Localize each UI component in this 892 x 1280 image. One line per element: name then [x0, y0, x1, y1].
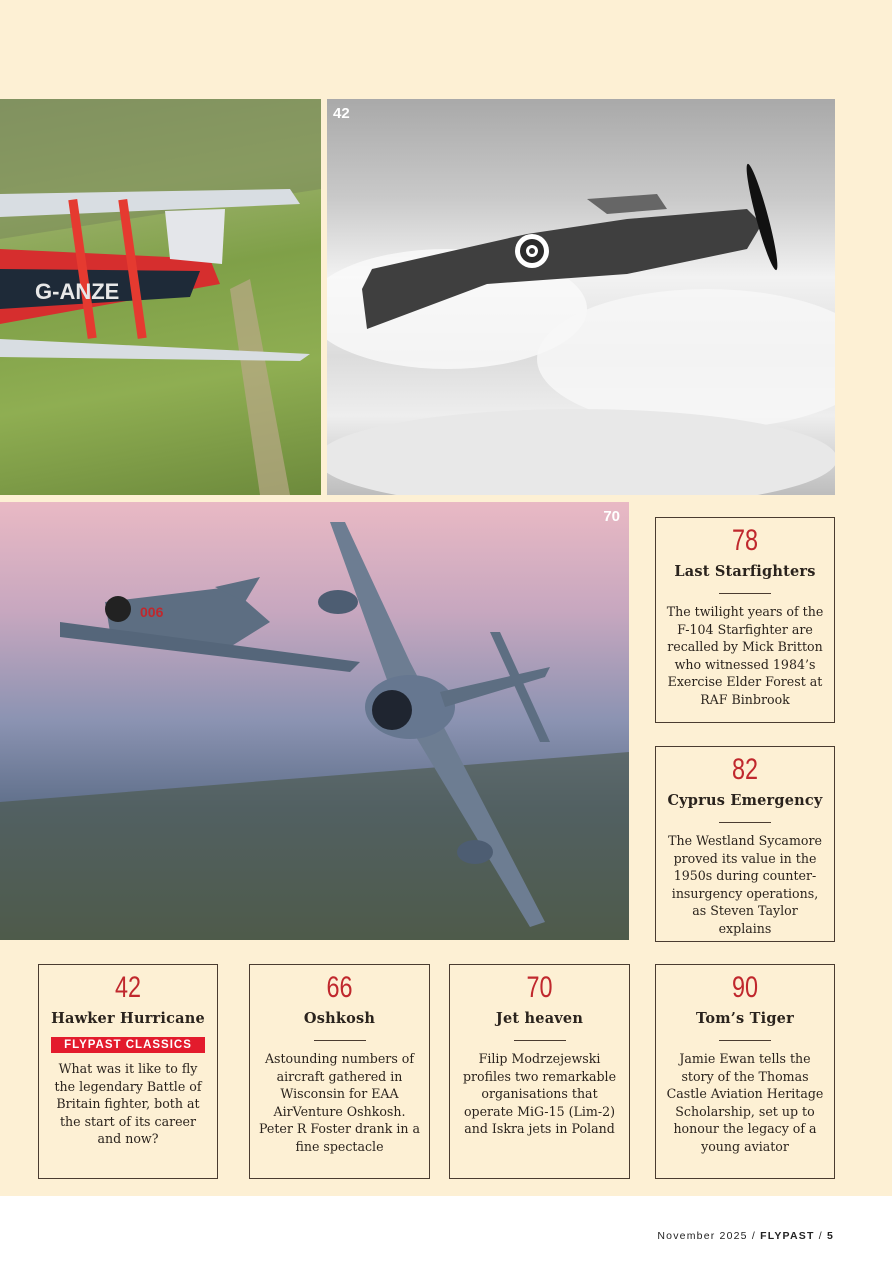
feature-title: Tom’s Tiger: [696, 1010, 794, 1027]
feature-title: Oshkosh: [303, 1010, 376, 1027]
feature-title: Jet heaven: [495, 1010, 584, 1027]
aircraft-code: 006: [140, 604, 164, 620]
feature-box-oshkosh[interactable]: [249, 964, 430, 1179]
photo-tiger-moth-biplane: [0, 99, 321, 495]
feature-description: What was it like to fly the legendary Battle of Britain fighter, both at the start of its career and now?: [54, 1061, 202, 1146]
feature-description: Jamie Ewan tells the story of the Thomas Castle Aviation Heritage Scholarship, set up to honour the legacy of a young aviator: [666, 1051, 824, 1154]
registration-mark: G-ANZE: [35, 279, 120, 304]
photo-page-number: 70: [603, 508, 620, 525]
feature-page-number: 42: [114, 971, 142, 1004]
feature-box-jet-heaven[interactable]: [449, 964, 630, 1179]
feature-title: Cyprus Emergency: [667, 792, 823, 809]
photo-page-number: 42: [333, 105, 350, 122]
feature-box-cyprus-emergency[interactable]: [655, 746, 835, 942]
feature-title: Hawker Hurricane: [51, 1010, 205, 1027]
magazine-name: FLYPAST: [760, 1230, 815, 1242]
photo-hurricane-above-clouds: [327, 99, 835, 495]
feature-title: Last Starfighters: [674, 563, 816, 580]
feature-page-number: 78: [731, 524, 759, 557]
biplane-illustration: [0, 99, 321, 495]
divider: [719, 822, 771, 823]
feature-box-toms-tiger[interactable]: [655, 964, 835, 1179]
page-footer: [657, 1230, 834, 1242]
separator: /: [751, 1230, 756, 1242]
feature-description: Filip Modrzejewski profiles two remarkable organisations that operate MiG-15 (Lim-2) and Iskra jets in Poland: [462, 1051, 617, 1136]
hurricane-illustration: [327, 99, 835, 495]
feature-page-number: 90: [731, 971, 759, 1004]
feature-page-number: 66: [326, 971, 353, 1004]
divider: [314, 1040, 366, 1041]
divider: [719, 1040, 771, 1041]
feature-page-number: 82: [731, 753, 759, 786]
feature-page-number: 70: [526, 971, 553, 1004]
feature-description: The twilight years of the F-104 Starfighter are recalled by Mick Britton who witnessed 1984’s Exercise Elder Forest at RAF Binbrook: [666, 604, 824, 707]
flypast-classics-badge: FLYPAST CLASSICS: [51, 1037, 205, 1053]
feature-description: The Westland Sycamore proved its value in the 1950s during counter-insurgency operations, as Steven Taylor explains: [668, 833, 822, 936]
divider: [719, 593, 771, 594]
feature-description: Astounding numbers of aircraft gathered in Wisconsin for EAA AirVenture Oshkosh. Peter R Foster drank in a fine spectacle: [258, 1051, 420, 1154]
feature-box-last-starfighters[interactable]: [655, 517, 835, 723]
photo-mig15-formation: [0, 502, 629, 940]
mig15-illustration: [0, 502, 629, 940]
page-number: 5: [826, 1230, 834, 1242]
separator: /: [818, 1230, 823, 1242]
divider: [514, 1040, 566, 1041]
issue-date: November 2025: [657, 1230, 748, 1242]
feature-box-hawker-hurricane[interactable]: [38, 964, 218, 1179]
